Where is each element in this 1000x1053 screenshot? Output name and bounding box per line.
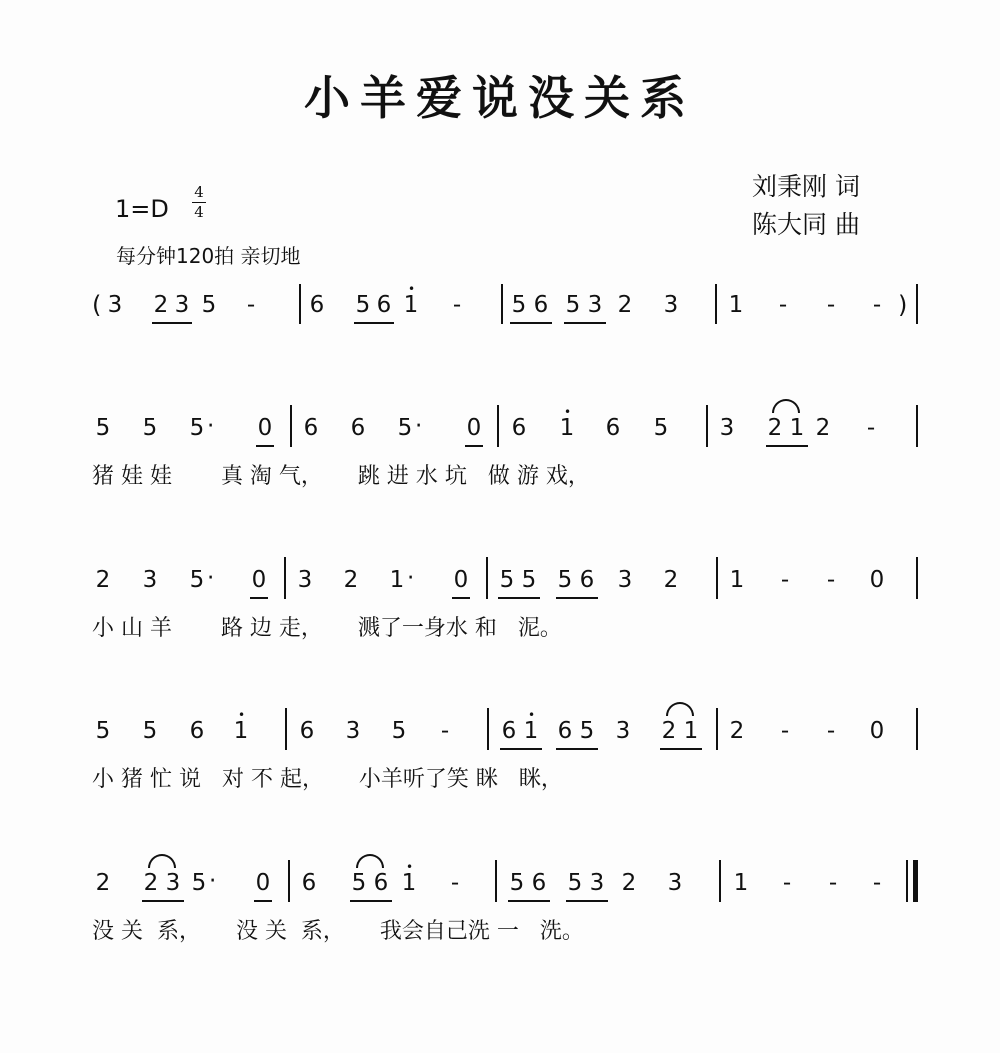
note: 5 [509,870,525,896]
note: - [780,567,790,593]
note: - [826,567,836,593]
final-barline-thin [906,860,908,902]
note: - [440,718,450,744]
note: 5 [142,415,158,441]
note: - [780,718,790,744]
note: 6 [309,292,325,318]
note: - [872,292,882,318]
note: 5 [557,567,573,593]
tempo-marking: 每分钟120拍 亲切地 [116,244,301,268]
note: 6 [350,415,366,441]
lyric-line: 小 猪 忙 说 对 不 起， 小羊听了笑 眯 眯， [92,767,563,792]
note: 2 [153,292,169,318]
note: 0 [255,870,271,896]
note: 3 [667,870,683,896]
note: 6 [511,415,527,441]
note: 3 [589,870,605,896]
note: 5 [567,870,583,896]
note: 6 [579,567,595,593]
note: - [828,870,838,896]
note: 5 · [394,415,416,441]
note: 6 [531,870,547,896]
note: 5 [653,415,669,441]
note: 1 · [386,567,408,593]
note: 0 [257,415,273,441]
note: 3 [719,415,735,441]
note: 2 [729,718,745,744]
note: 5 [499,567,515,593]
note: 3 [615,718,631,744]
note: 3 [297,567,313,593]
slur [356,854,384,868]
note: 1 [729,567,745,593]
note: 0 [869,567,885,593]
note: 6 [557,718,573,744]
close-paren: ) [898,291,908,319]
note: 1 [733,870,749,896]
time-signature [192,185,206,220]
time-bottom: 4 [194,203,204,221]
note: 2 [143,870,159,896]
note: 2 [621,870,637,896]
note: 6 [299,718,315,744]
note: 3 [345,718,361,744]
note-high: 1 • [403,282,419,318]
note: 2 [661,718,677,744]
time-top: 4 [194,183,204,201]
note: 5 [579,718,595,744]
slur [666,702,694,716]
note: 5 [565,292,581,318]
lyric-line: 猪 娃 娃 真 淘 气， 跳 进 水 坑 做 游 戏， [92,464,590,489]
note: - [872,870,882,896]
note: 5 [351,870,367,896]
note: 6 [303,415,319,441]
slur [772,399,800,413]
note: 6 [501,718,517,744]
note: - [782,870,792,896]
note: 5 [95,718,111,744]
note: 1 [789,415,805,441]
note: 5 [95,415,111,441]
note: - [246,292,256,318]
note: 1 [683,718,699,744]
note: 2 [767,415,783,441]
note: 5 · [188,870,210,896]
composer: 陈大同 曲 [752,210,860,239]
note: 6 [373,870,389,896]
note: 3 [174,292,190,318]
note-high: 1 • [401,860,417,896]
note: 5 [201,292,217,318]
note: 5 [391,718,407,744]
note: 6 [376,292,392,318]
note-high: 1 • [233,708,249,744]
final-barline-thick [913,860,918,902]
slur [148,854,176,868]
note: - [826,718,836,744]
open-paren: ( [92,291,102,319]
note: - [778,292,788,318]
note: - [826,292,836,318]
note: 3 [617,567,633,593]
note: - [450,870,460,896]
note: 2 [663,567,679,593]
key-signature: 1=D [115,195,169,223]
note: 2 [95,567,111,593]
credits [752,168,860,244]
note: 3 [107,292,123,318]
note: 0 [251,567,267,593]
note-high: 1 • [523,708,539,744]
note: 0 [466,415,482,441]
note: 2 [617,292,633,318]
note: 6 [605,415,621,441]
note: 0 [453,567,469,593]
note: 3 [587,292,603,318]
lyric-line: 小 山 羊 路 边 走， 溅了一身水 和 泥。 [92,616,562,641]
lyricist: 刘秉刚 词 [752,172,860,201]
note: - [866,415,876,441]
note: 3 [142,567,158,593]
note: 6 [533,292,549,318]
note: 2 [815,415,831,441]
note: 5 · [186,567,208,593]
note: 2 [343,567,359,593]
note: 6 [189,718,205,744]
note: 3 [165,870,181,896]
note: 5 · [186,415,208,441]
note-high: 1 • [559,405,575,441]
note: 0 [869,718,885,744]
lyric-line: 没 关 系， 没 关 系， 我会自己洗 一 洗。 [92,919,584,944]
note: 2 [95,870,111,896]
song-title: 小羊爱说没关系 [304,71,696,125]
note: 3 [663,292,679,318]
note: 5 [511,292,527,318]
note: 5 [355,292,371,318]
note: - [452,292,462,318]
note: 5 [521,567,537,593]
note: 1 [728,292,744,318]
note: 6 [301,870,317,896]
note: 5 [142,718,158,744]
